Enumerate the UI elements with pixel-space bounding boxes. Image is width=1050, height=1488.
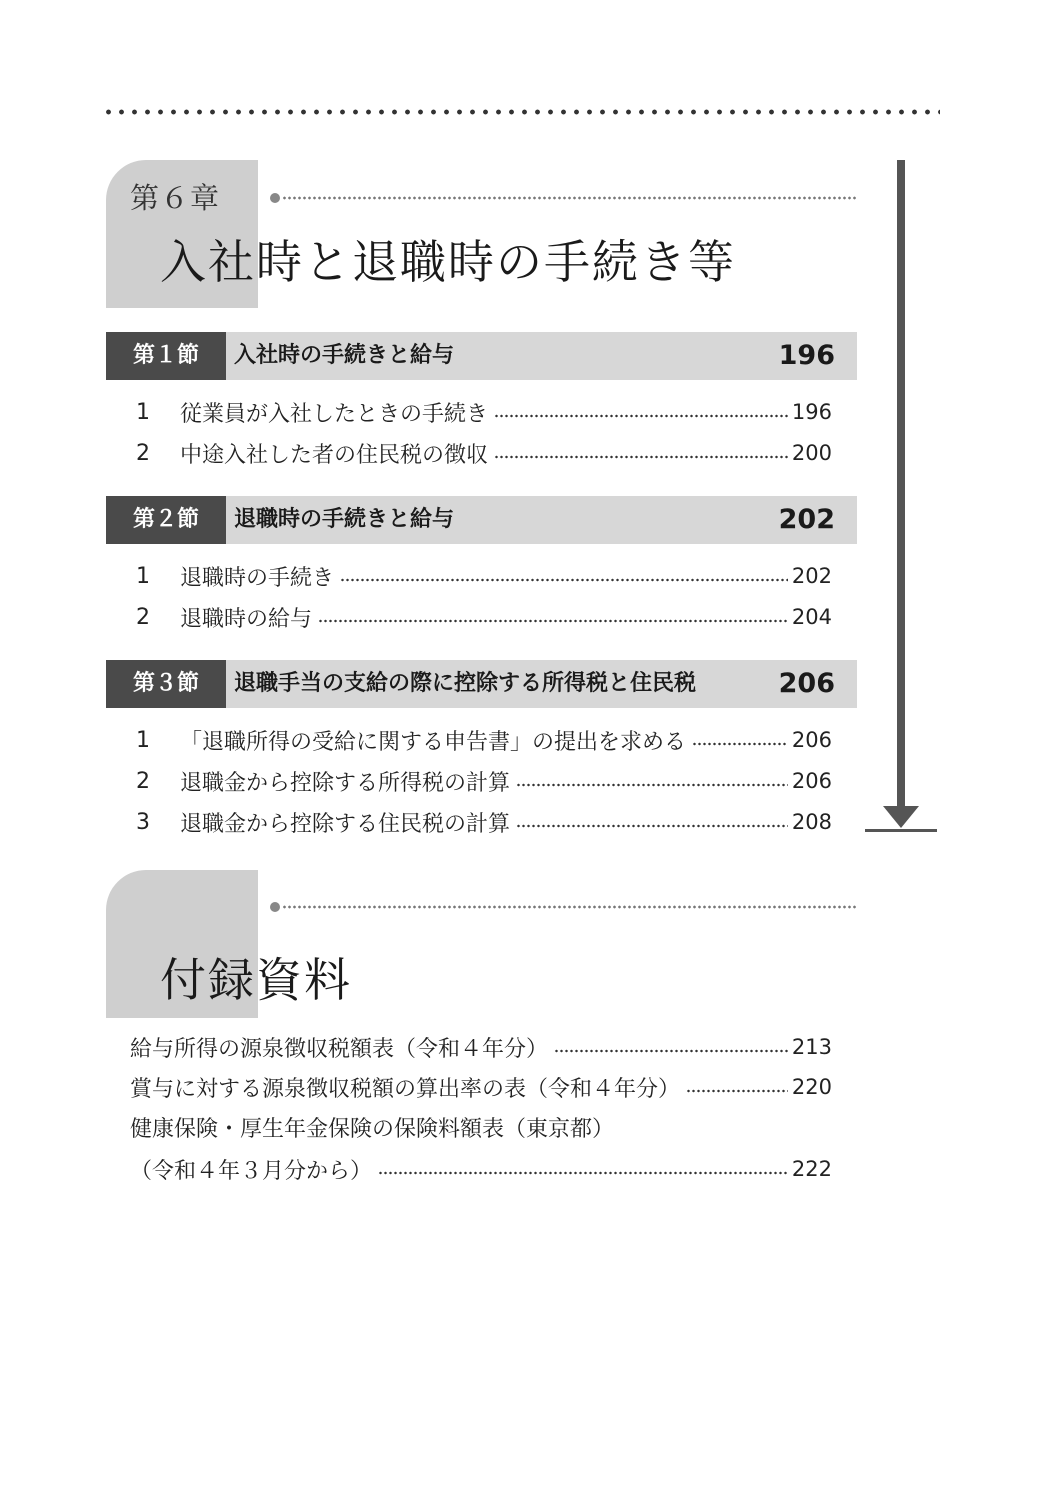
section-title: 退職手当の支給の際に控除する所得税と住民税 [234,671,697,696]
toc-item-number: 1 [136,727,150,753]
appendix-item-page: 222 [791,1157,832,1181]
section-header[interactable] [106,332,857,380]
toc-item[interactable] [130,438,832,468]
chapter-title: 入社時と退職時の手続き等 [160,235,736,289]
toc-item[interactable] [130,725,832,755]
toc-leader-dots [554,1049,788,1053]
toc-item-page: 202 [791,564,832,588]
down-arrow-shaft [897,160,905,810]
toc-item-page: 208 [791,810,832,834]
toc-item[interactable] [130,602,832,632]
toc-item-page: 204 [791,605,832,629]
appendix-item-page: 220 [791,1075,832,1099]
appendix-item[interactable] [130,1032,832,1062]
toc-item-number: 2 [136,604,150,630]
toc-item[interactable] [130,766,832,796]
toc-item[interactable] [130,397,832,427]
appendix-dotted-line [282,905,858,909]
appendix-title: 付録資料 [160,953,352,1007]
chapter-dot-bullet [270,193,280,203]
top-dotted-rule [102,108,940,116]
appendix-item-text: （令和４年３月分から） [130,1158,373,1184]
section-page: 196 [778,340,835,371]
toc-leader-dots [686,1089,788,1093]
section-label: 第２節 [106,496,226,544]
toc-leader-dots [692,742,788,746]
appendix-item-text: 給与所得の源泉徴収税額表（令和４年分） [130,1036,549,1062]
toc-item-page: 196 [791,400,832,424]
section-label: 第１節 [106,332,226,380]
appendix-item[interactable] [130,1154,832,1184]
chapter-dotted-line [282,196,858,200]
section-page: 202 [778,504,835,535]
toc-item-number: 2 [136,440,150,466]
appendix-item[interactable] [130,1112,832,1142]
toc-item[interactable] [130,807,832,837]
toc-leader-dots [494,414,788,418]
appendix-item-text: 賞与に対する源泉徴収税額の算出率の表（令和４年分） [130,1076,681,1102]
appendix-dot-bullet [270,902,280,912]
toc-item-number: 1 [136,399,150,425]
toc-leader-dots [516,824,788,828]
toc-item-text: 従業員が入社したときの手続き [180,401,489,427]
toc-item-text: 「退職所得の受給に関する申告書」の提出を求める [180,729,687,755]
appendix-item[interactable] [130,1072,832,1102]
toc-item-number: 1 [136,563,150,589]
appendix-item-text: 健康保険・厚生年金保険の保険料額表（東京都） [130,1116,615,1142]
toc-item-text: 退職時の給与 [180,606,313,632]
chapter-number: 第６章 [130,181,221,215]
toc-item-page: 206 [791,728,832,752]
section-header[interactable] [106,496,857,544]
section-label: 第３節 [106,660,226,708]
toc-leader-dots [494,455,788,459]
toc-item-page: 200 [791,441,832,465]
appendix-item-page: 213 [791,1035,832,1059]
toc-item-text: 退職金から控除する所得税の計算 [180,770,511,796]
toc-leader-dots [340,578,788,582]
toc-leader-dots [318,619,788,623]
arrow-base-line [865,829,937,832]
toc-item-page: 206 [791,769,832,793]
section-header[interactable] [106,660,857,708]
toc-item-text: 退職時の手続き [180,565,335,591]
toc-leader-dots [516,783,788,787]
toc-item-number: 3 [136,809,150,835]
toc-leader-dots [378,1171,788,1175]
section-title: 入社時の手続きと給与 [234,343,455,368]
toc-item[interactable] [130,561,832,591]
down-arrow-icon [883,806,919,828]
toc-item-number: 2 [136,768,150,794]
section-page: 206 [778,668,835,699]
section-title: 退職時の手続きと給与 [234,507,455,532]
toc-item-text: 中途入社した者の住民税の徴収 [180,442,489,468]
toc-item-text: 退職金から控除する住民税の計算 [180,811,511,837]
